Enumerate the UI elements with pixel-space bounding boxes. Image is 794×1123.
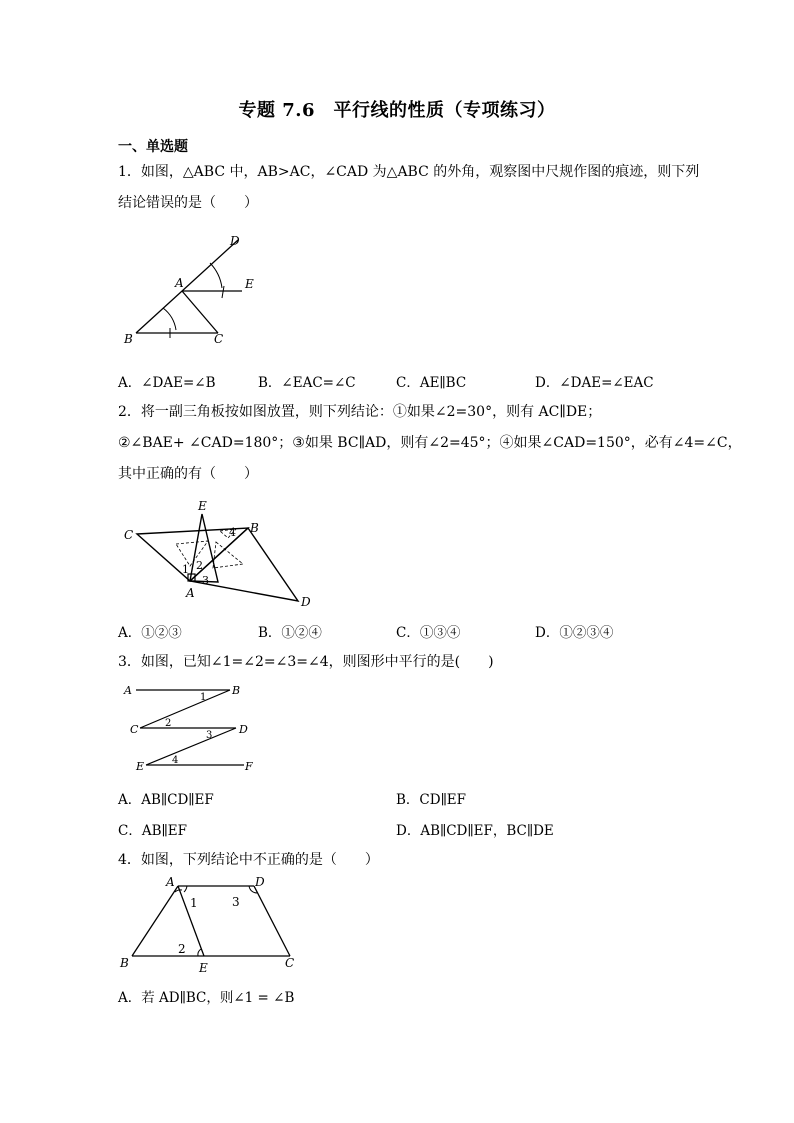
q2-stem-line3: 其中正确的有（ ）: [118, 466, 258, 482]
q2-figure: [118, 496, 328, 611]
q4-fig-angle-3: 3: [232, 895, 240, 909]
q1-option-a[interactable]: A．∠DAE=∠B: [118, 375, 216, 391]
q4-fig-label-D: D: [255, 875, 265, 889]
q1-fig-label-B: B: [124, 332, 133, 346]
q3-fig-label-B: B: [232, 684, 241, 697]
q1-option-b[interactable]: B．∠EAC=∠C: [258, 375, 356, 391]
q3-fig-label-F: F: [245, 760, 253, 773]
q4-fig-angle-2: 2: [178, 942, 186, 956]
q2-fig-label-E: E: [198, 499, 207, 513]
q2-fig-angle-1: 1: [182, 563, 189, 576]
q2-option-b[interactable]: B．①②④: [258, 625, 322, 641]
q2-option-a[interactable]: A．①②③: [118, 625, 182, 641]
q3-option-d[interactable]: D．AB∥CD∥EF，BC∥DE: [396, 823, 554, 839]
q3-fig-angle-3: 3: [206, 730, 213, 741]
q1-fig-label-A: A: [175, 276, 184, 290]
q4-fig-label-E: E: [199, 961, 208, 975]
q4-fig-angle-1: 1: [190, 896, 198, 910]
q3-fig-angle-1: 1: [200, 692, 207, 703]
q1-stem-line1: 1．如图，△ABC 中，AB>AC，∠CAD 为△ABC 的外角，观察图中尺规作图的痕迹，则下列: [118, 164, 700, 180]
q3-fig-angle-4: 4: [172, 755, 179, 766]
q1-fig-label-D: D: [230, 234, 240, 248]
q2-fig-angle-3: 3: [202, 574, 209, 587]
q3-option-b[interactable]: B．CD∥EF: [396, 792, 467, 808]
q3-option-c[interactable]: C．AB∥EF: [118, 823, 187, 839]
q3-fig-angle-2: 2: [165, 718, 172, 729]
q4-fig-label-C: C: [285, 956, 295, 970]
q3-fig-label-E: E: [136, 760, 145, 773]
q2-option-d[interactable]: D．①②③④: [535, 625, 614, 641]
q2-stem-line1: 2．将一副三角板按如图放置，则下列结论：①如果∠2=30°，则有 AC∥DE；: [118, 404, 602, 420]
q1-figure: [118, 230, 268, 350]
q1-stem-line2: 结论错误的是（ ）: [118, 195, 258, 211]
q4-option-a[interactable]: A．若 AD∥BC，则∠1 = ∠B: [118, 990, 295, 1006]
q1-fig-label-C: C: [214, 332, 224, 346]
section-heading: 一、单选题: [118, 139, 188, 155]
q2-fig-angle-4: 4: [229, 526, 236, 539]
q1-fig-label-E: E: [245, 277, 254, 291]
q4-fig-label-A: A: [166, 875, 175, 889]
q2-fig-label-D: D: [301, 595, 311, 609]
q2-fig-label-C: C: [124, 528, 134, 542]
q3-figure: [118, 680, 263, 775]
q3-option-a[interactable]: A．AB∥CD∥EF: [118, 792, 214, 808]
q3-fig-label-D: D: [239, 723, 248, 736]
q4-figure: [118, 874, 303, 976]
q1-option-c[interactable]: C．AE∥BC: [396, 375, 467, 391]
q4-stem-line1: 4．如图，下列结论中不正确的是（ ）: [118, 852, 379, 868]
q2-fig-angle-2: 2: [196, 559, 203, 572]
q4-fig-label-B: B: [120, 956, 129, 970]
q2-fig-label-B: B: [250, 521, 259, 535]
q1-option-d[interactable]: D．∠DAE=∠EAC: [535, 375, 654, 391]
q2-stem-line2: ②∠BAE+ ∠CAD=180°；③如果 BC∥AD，则有∠2=45°；④如果∠CAD=150°，必有∠4=∠C，: [118, 435, 742, 451]
q2-fig-label-A: A: [186, 586, 195, 600]
page-title: 专题 7.6 平行线的性质（专项练习）: [238, 100, 556, 121]
q3-fig-label-A: A: [124, 684, 132, 697]
q3-fig-label-C: C: [130, 723, 139, 736]
q3-stem-line1: 3．如图，已知∠1=∠2=∠3=∠4，则图形中平行的是( ): [118, 654, 494, 670]
q2-option-c[interactable]: C．①③④: [396, 625, 461, 641]
